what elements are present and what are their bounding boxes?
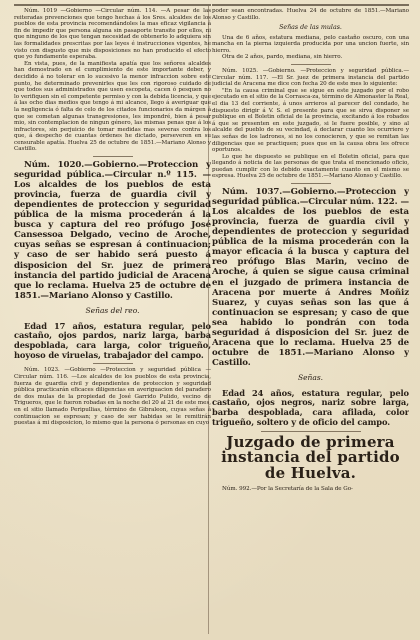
- senas-heading: Señas.: [297, 372, 324, 382]
- notice-992: Núm. 992.—Por la Secretaría de la Sala de Go-: [222, 485, 353, 492]
- notice-1020-body: —Los alcaldes de los pueblos de esta provincia, fuerza de guardia civil y dependientes de proteccion y seguridad pública de la misma procederán á la busca y captura del reo prófugo José Cansessoa Delgado, vecino de Aroche, cuyas señas se espresan á continuacion; y caso de ser habido será puesto á disposicion del Sr. juez de primera instancia del partido judicial de Aracena que lo reclama. Huelva 25 de octubre de 1851.—Mariano Alonso y Castillo.: [14, 170, 211, 301]
- notice-1037-body: —Los alcaldes de los pueblos de esta provincia, fuerza de guardia civil y dependientes de proteccion y seguridad pública de la misma procederán con la mayor eficacia á la busca y captura del reo prófugo Blas Marin, vecino de Aroche, á quien se sigue causa criminal en el juzgado de primera instancia de Aracena por muerte á Andres Moñiz Suarez, y cuyas señas son las que á continuacion se espresan; y caso de que sea habido lo pondrán con toda seguridad á disposicion del Sr. juez de Aracena que lo reclama. Huelva 25 de octubre de 1851.—Mariano Alonso y Castillo.: [212, 197, 409, 368]
- notice-1023-end: poder sean encontradas. Huelva 24 de octubre de 1851.—Mariano Alonso y Castillo.: [212, 8, 409, 21]
- notice-1019: [14, 8, 211, 61]
- separator: [291, 183, 331, 184]
- notice-1020-heading: Núm. 1020.—Gobierno.—Proteccion y seguridad pública.—Circular n.º 115.: [14, 160, 211, 181]
- notice-1019-heading: Núm. 1019 —Gobierno —Circular núm. 114.: [24, 8, 158, 14]
- top-rule: [14, 4, 211, 6]
- notice-1019-body-2: En vista, pues, de la manifiesta apatía que los señores alcaldes han demostrado en el cumplimiento de este importante deber, y decidido á no tolerar en lo sucesivo la menor infraccion sobre este punto, he determinado prevenirles que les con rigoroso cuidado de que todos sus administrados que usen escopeta, cacen ó pesquen no lo verifiquen sin el competente permiso y con la debida licencia, y que á las ocho dias medios que tengo á mi alcance, llego á averiguar que la negligencia ó falta de celo de los citados funcionarios da márgen á que se cometan algunas transgresiones, les impondré, bien á pesar mio, sin contemplacion de ningun género, las mismas penas que á los infractores, sin perjuicio de tomar medidas mas severas contra los que, á despecho de cuantas órdenes he dictado, perseveren en su censurable apatía. Huelva 25 de octubre de 1851.—Mariano Alonso y Castillo.: [14, 60, 211, 153]
- separator: [93, 156, 133, 157]
- separator: [261, 431, 361, 432]
- notice-1020: [14, 160, 211, 301]
- notice-1023-heading: Núm. 1023. —Gobierno —Proteccion y seguridad pública —Circular núm. 116.: [14, 367, 211, 380]
- notice-1023: [14, 367, 211, 426]
- notice-1037-heading: Núm. 1037.—Gobierno.—Proteccion y seguridad pública.—Circular núm. 122.: [212, 187, 409, 208]
- notice-1025-quote-2: Lo que he dispuesto se publique en el Boletin oficial, para que llegando á noticia de las personas de que trata el mencionado oficio, puedan cumplir con lo debido exactamente cuanto en el mismo se espresa. Huelva 25 de octubre de 1851.—Mariano Alonso y Castillo.: [212, 153, 409, 180]
- senas-del-reo-body: Edad 17 años, estatura regular, pelo castaño, ojos pardos, nariz larga, barba despoblada, cara larga, color trigueño, hoyoso de viruelas, trabajador del campo.: [14, 320, 211, 360]
- senas-del-reo-heading: Señas del reo.: [85, 305, 140, 315]
- top-rule: [212, 4, 409, 6]
- left-column: [14, 4, 211, 636]
- notice-1025-body: —El Sr. juez de primera instancia del partido judicial de Aracena me dice con fecha 20 de este mes lo siguiente:: [212, 74, 409, 88]
- notice-1025-heading: Núm. 1025. —Gobierno. —Proteccion y seguridad pública.—Circular núm. 117.: [212, 67, 409, 81]
- separator: [93, 363, 133, 364]
- mulas-item-2: Otra de 2 años, pardo, mediana, sin hierro.: [222, 54, 343, 61]
- notice-1037: [212, 187, 409, 368]
- notice-1025-quote: "En la causa criminal que se sigue en este juzgado por el robo ejecutado en el sitio de la Corrasca-za, término de Almonaster la Real, el dia 13 del corriente, á unos arrieros al parecer del condado, he dispuesto dirigir á V. S. el presente para que se sirva disponer se publique en el Boletin oficial de la provincia, excitando á los robados á que se presenten en este juzgado, si le fuere posible, y sino al alcalde del pueblo de su vecindad, á declarar cuanto les ocurriere y las señas de los ladrones, si no los conocieren, y que se remitan las diligencias que se practiquen; pues que en la causa obra les ofrece oportunos.: [212, 87, 409, 154]
- senas-body: Edad 24 años, estatura regular, pelo castaño, ojos negros, nariz sobre larga, barba despoblada, cara afilada, color trigueño, soltero y de oficio del campo.: [212, 387, 409, 427]
- section-heading-juzgado: Juzgado de primera instancia del partido de Huelva.: [221, 432, 400, 483]
- right-column: [212, 4, 409, 636]
- separator: [291, 64, 331, 65]
- notice-1019-body: —A pesar de las reiteradas prevenciones que tengo hechas á los Sres. alcaldes de los pueblos de esta provincia recomendándoles la mas eficaz vigilancia á fin de impedir que persona alguna sin pasaporte transite por ellos, ni que ninguno de los que tengan necesidad de obtenerlo lo adquiera sin las formalidades prescritas por las leyes é instrucciones vigentes, he visto con disgusto que mis disposiciones no han producido el efecto que yo fundamente esperaba.: [14, 8, 211, 61]
- notice-1023-body: —Los alcaldes de los pueblos de esta provincia, fuerza de guardia civil y dependientes de proteccion y seguridad pública practicarán eficaces diligencias en averiguacion del paradero de dos mulas de la propiedad de José Garrido Pulido, vecino de Trigueros, que le fueron robadas en la noche del 20 al 21 de este mes, en el sitio llamado Peripullias, término de Gibraleon, cuyas señas á continuacion se espresan; y caso de ser habidas se le remitirán puestas á mi disposicion, lo mismo que la persona ó personas en cuyo: [14, 373, 211, 427]
- mulas-item-1: Una de 6 años, estatura mediana, pelo castaño oscuro, con una mancha en la pierna izquierda producida por una uncion fuerte, sin hierro.: [212, 34, 409, 54]
- senas-mulas-heading: Señas de las mulas.: [279, 24, 342, 32]
- notice-1025: [212, 68, 409, 88]
